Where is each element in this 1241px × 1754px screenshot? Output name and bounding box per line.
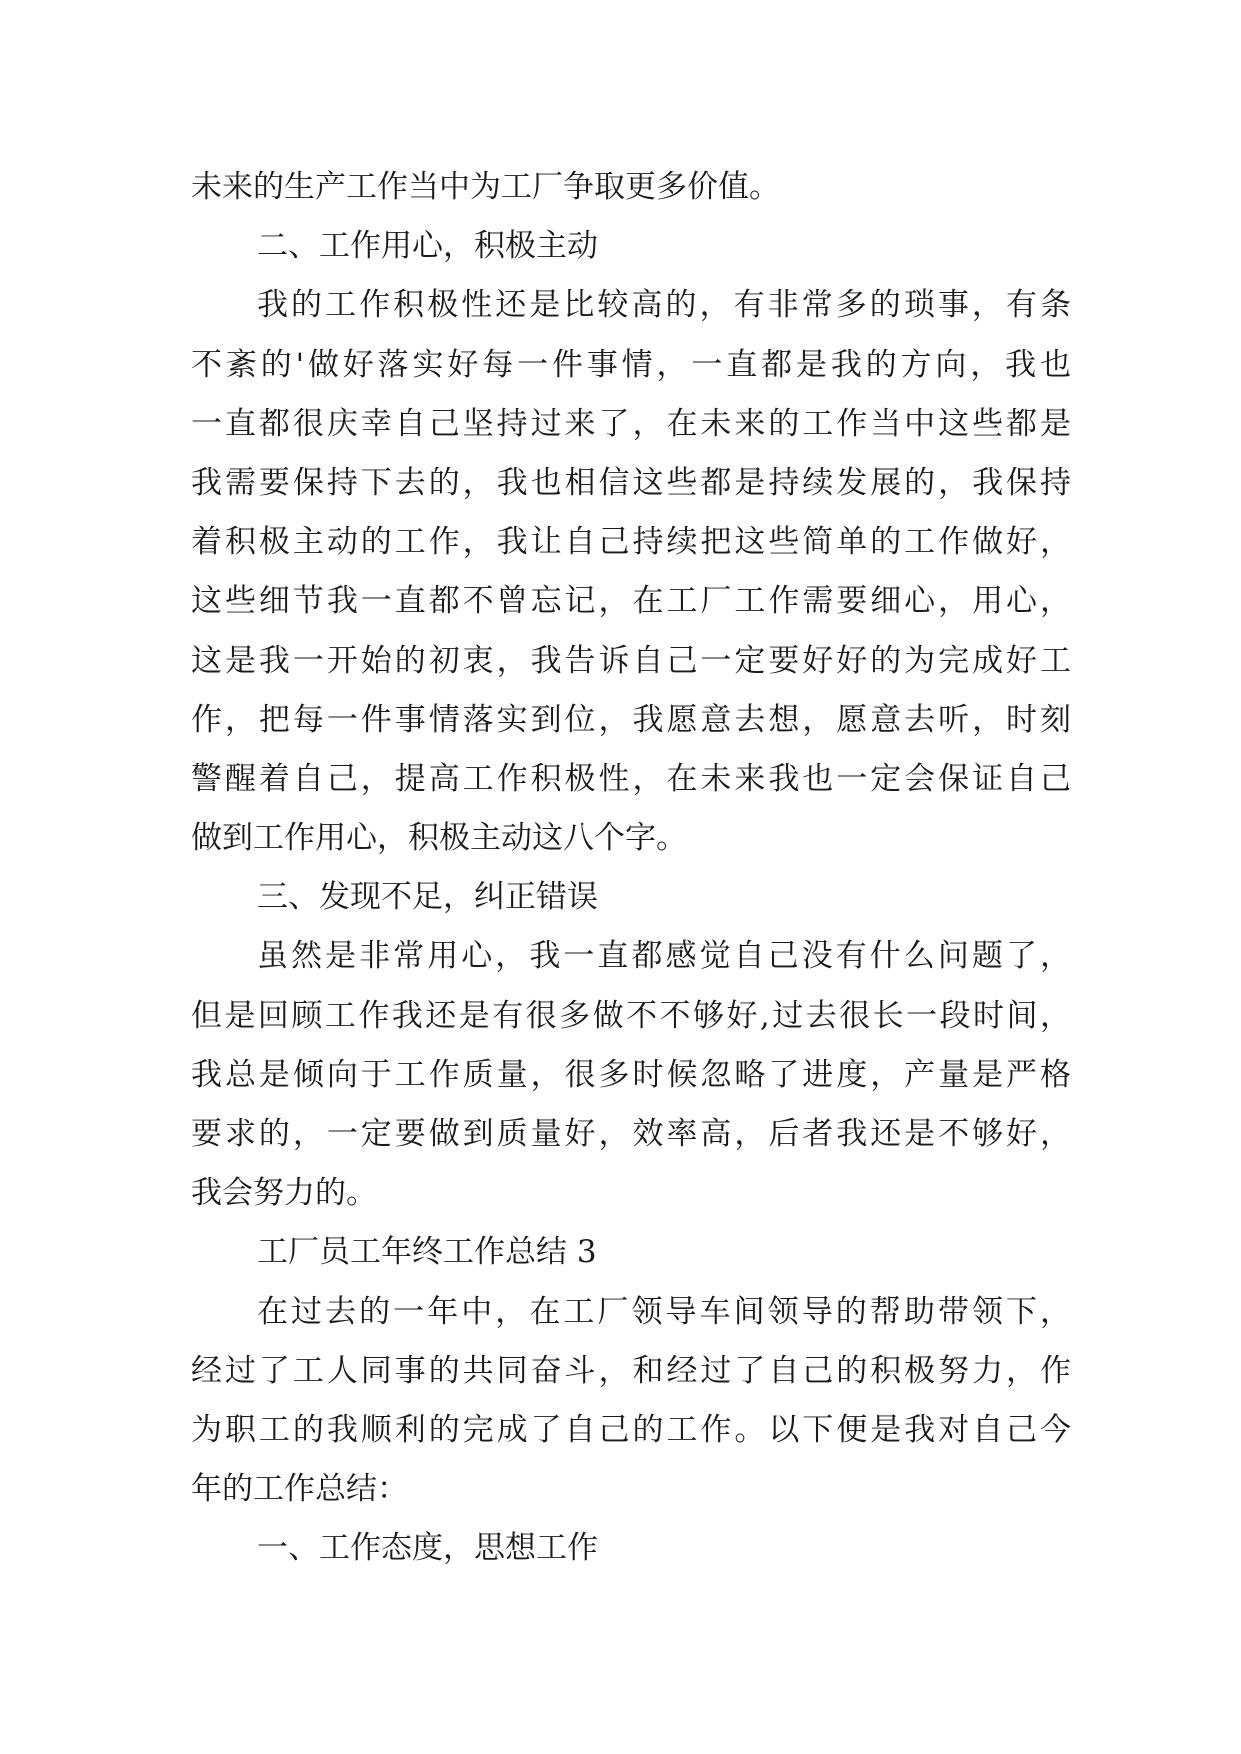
paragraph-line: 不紊的'做好落实好每一件事情，一直都是我的方向，我也 bbox=[191, 346, 1071, 383]
section-heading: 一、工作态度，思想工作 bbox=[257, 1530, 598, 1567]
paragraph-line: 我需要保持下去的，我也相信这些都是持续发展的，我保持 bbox=[191, 464, 1071, 501]
paragraph-line: 虽然是非常用心，我一直都感觉自己没有什么问题了， bbox=[257, 938, 1071, 975]
paragraph-line: 经过了工人同事的共同奋斗，和经过了自己的积极努力，作 bbox=[191, 1352, 1071, 1389]
paragraph-line: 作，把每一件事情落实到位，我愿意去想，愿意去听，时刻 bbox=[191, 701, 1071, 738]
document-page bbox=[191, 158, 1071, 1579]
paragraph-line: 为职工的我顺利的完成了自己的工作。以下便是我对自己今 bbox=[191, 1411, 1071, 1448]
paragraph-line: 这些细节我一直都不曾忘记，在工厂工作需要细心，用心， bbox=[191, 583, 1071, 620]
paragraph-line: 警醒着自己，提高工作积极性，在未来我也一定会保证自己 bbox=[191, 760, 1071, 797]
paragraph-line: 着积极主动的工作，我让自己持续把这些简单的工作做好， bbox=[191, 524, 1071, 561]
paragraph-line: 我的工作积极性还是比较高的，有非常多的琐事，有条 bbox=[257, 287, 1071, 324]
paragraph-line: 年的工作总结： bbox=[191, 1471, 408, 1508]
paragraph-line: 一直都很庆幸自己坚持过来了，在未来的工作当中这些都是 bbox=[191, 405, 1071, 442]
paragraph-line: 做到工作用心，积极主动这八个字。 bbox=[191, 820, 687, 857]
section-heading: 三、发现不足，纠正错误 bbox=[257, 879, 598, 916]
document-subtitle: 工厂员工年终工作总结 3 bbox=[257, 1234, 597, 1271]
paragraph-line: 在过去的一年中，在工厂领导车间领导的帮助带领下， bbox=[257, 1293, 1071, 1330]
section-heading: 二、工作用心，积极主动 bbox=[257, 228, 598, 265]
paragraph-line: 我会努力的。 bbox=[191, 1175, 377, 1212]
paragraph-line: 这是我一开始的初衷，我告诉自己一定要好好的为完成好工 bbox=[191, 642, 1071, 679]
paragraph-line: 我总是倾向于工作质量，很多时候忽略了进度，产量是严格 bbox=[191, 1056, 1071, 1093]
paragraph-line: 但是回顾工作我还是有很多做不不够好,过去很长一段时间， bbox=[191, 997, 1071, 1034]
paragraph-line: 未来的生产工作当中为工厂争取更多价值。 bbox=[191, 169, 780, 205]
paragraph-line: 要求的，一定要做到质量好，效率高，后者我还是不够好， bbox=[191, 1116, 1071, 1152]
